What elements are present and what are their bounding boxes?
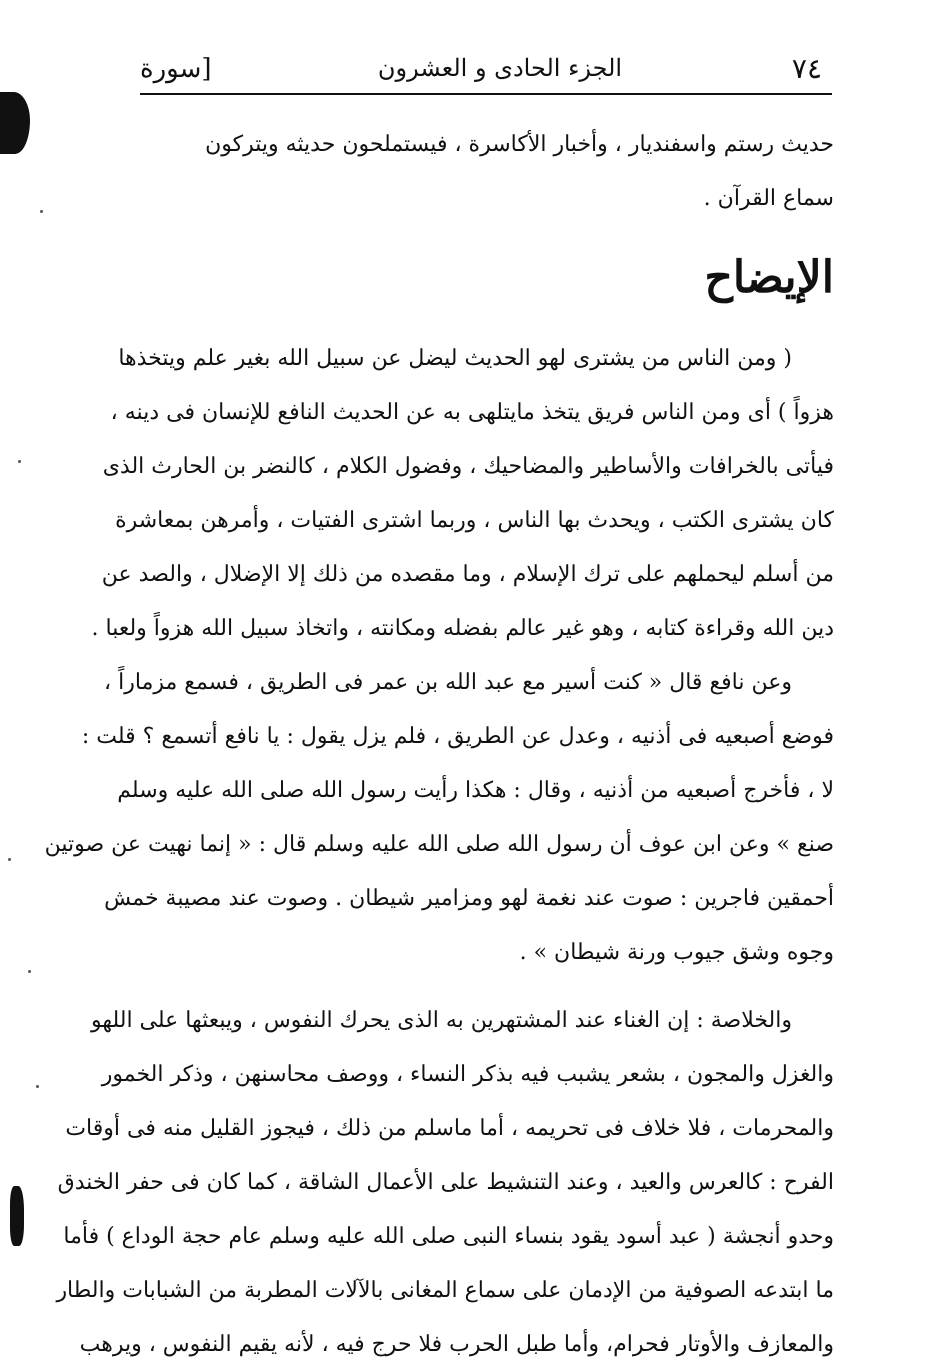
- page-header: [140, 52, 830, 92]
- hadith-line: لا ، فأخرج أصبعيه من أذنيه ، وقال : هكذا رأيت رسول الله صلى الله عليه وسلم: [117, 778, 834, 803]
- scan-speck: [8, 858, 11, 861]
- paragraph-gap: [138, 980, 834, 994]
- scan-speck: [40, 210, 43, 213]
- explanation-line: ( ومن الناس من يشترى لهو الحديث ليضل عن سبيل الله بغير علم ويتخذها: [118, 346, 792, 371]
- page-body: [44, 118, 834, 1372]
- part-title: الجزء الحادى و العشرون: [377, 54, 623, 82]
- explanation-line: دين الله وقراءة كتابه ، وهو غير عالم بفضله ومكانته ، واتخاذ سبيل الله هزواً ولعبا .: [91, 616, 834, 641]
- scan-speck: [28, 970, 31, 973]
- hadith-line: فوضع أصبعيه فى أذنيه ، وعدل عن الطريق ، فلم يزل يقول : يا نافع أتسمع ؟ قلت :: [81, 724, 834, 749]
- explanation-line: فيأتى بالخرافات والأساطير والمضاحيك ، وفضول الكلام ، كالنضر بن الحارث الذى: [102, 454, 834, 479]
- header-rule: [140, 93, 832, 95]
- summary-line: الفرح : كالعرس والعيد ، وعند التنشيط على الأعمال الشاقة ، كما كان فى حفر الخندق: [57, 1170, 834, 1195]
- hadith-line: صنع » وعن ابن عوف أن رسول الله صلى الله عليه وسلم قال : « إنما نهيت عن صوتين: [44, 832, 834, 857]
- explanation-line: من أسلم ليحملهم على ترك الإسلام ، وما مقصده من ذلك إلا الإضلال ، والصد عن: [101, 562, 834, 587]
- page-number: ٧٤: [791, 52, 822, 85]
- surah-label: [سورة: [140, 54, 212, 84]
- hadith-line: أحمقين فاجرين : صوت عند نغمة لهو ومزامير شيطان . وصوت عند مصيبة خمش: [104, 886, 834, 911]
- explanation-line: كان يشترى الكتب ، ويحدث بها الناس ، وربما اشترى الفتيات ، وأمرهن بمعاشرة: [115, 508, 834, 533]
- scan-blot-bottom: [10, 1186, 24, 1246]
- hadith-line: وعن نافع قال « كنت أسير مع عبد الله بن عمر فى الطريق ، فسمع مزماراً ،: [104, 670, 792, 695]
- summary-line: والمعازف والأوتار فحرام، وأما طبل الحرب فلا حرج فيه ، لأنه يقيم النفوس ، ويرهب: [79, 1332, 834, 1357]
- intro-line: حديث رستم واسفنديار ، وأخبار الأكاسرة ، فيستملحون حديثه ويتركون: [205, 132, 834, 157]
- hadith-line: وجوه وشق جيوب ورنة شيطان » .: [519, 940, 834, 965]
- explanation-line: هزواً ) أى ومن الناس فريق يتخذ مايتلهى به عن الحديث النافع للإنسان فى دينه ،: [110, 400, 834, 425]
- summary-line: والخلاصة : إن الغناء عند المشتهرين به الذى يحرك النفوس ، ويبعثها على اللهو: [90, 1008, 792, 1033]
- intro-line: سماع القرآن .: [703, 186, 834, 211]
- summary-line: ما ابتدعه الصوفية من الإدمان على سماع المغانى بالآلات المطربة من الشبابات والطار: [56, 1278, 834, 1303]
- summary-line: وحدو أنجشة ( عبد أسود يقود بنساء النبى صلى الله عليه وسلم عام حجة الوداع ) فأما: [63, 1224, 834, 1249]
- scan-speck: [36, 1085, 39, 1088]
- summary-line: والمحرمات ، فلا خلاف فى تحريمه ، أما ماسلم من ذلك ، فيجوز القليل منه فى أوقات: [65, 1116, 834, 1141]
- scan-blot-top: [0, 92, 30, 154]
- section-heading: الإيضاح: [704, 252, 834, 303]
- scan-speck: [18, 460, 21, 463]
- summary-line: والغزل والمجون ، بشعر يشبب فيه بذكر النساء ، ووصف محاسنهن ، وذكر الخمور: [101, 1062, 834, 1087]
